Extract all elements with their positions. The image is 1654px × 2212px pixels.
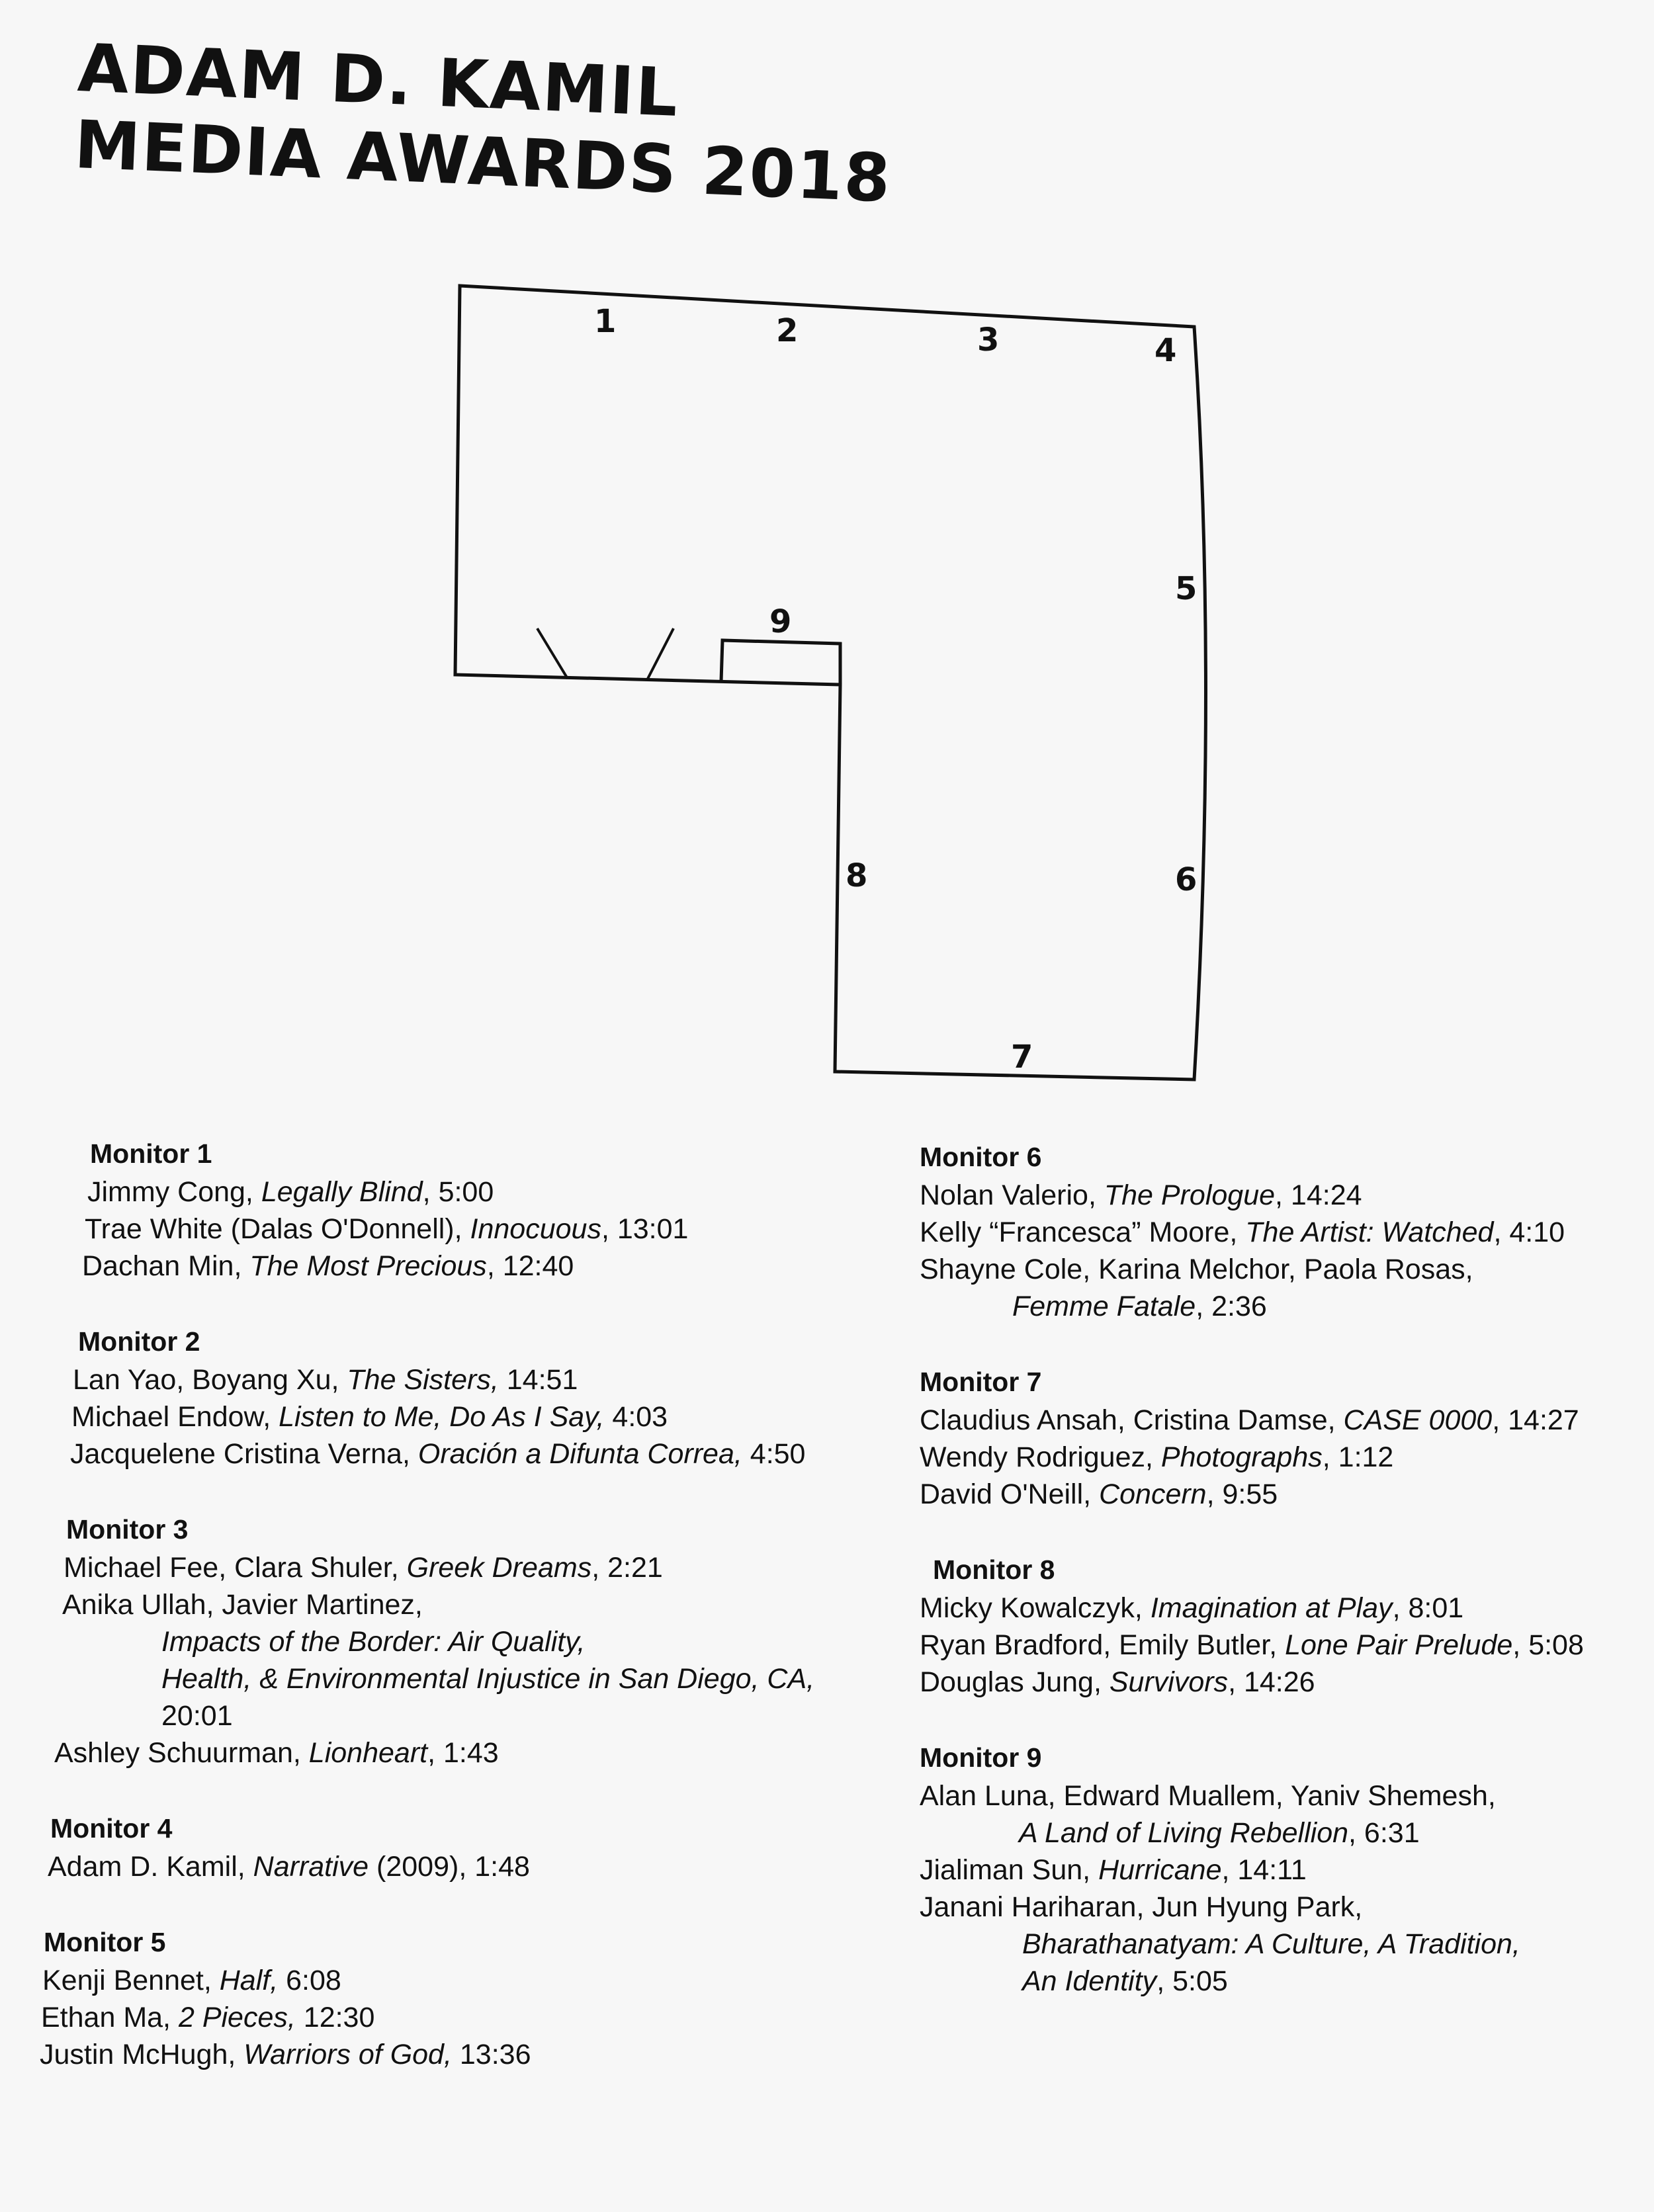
- monitor-heading: Monitor 3: [66, 1514, 189, 1545]
- entry-title: CASE 0000: [1343, 1404, 1493, 1436]
- floor-plan-outline: [455, 286, 1206, 1080]
- entry-names: Nolan Valerio,: [920, 1179, 1104, 1211]
- monitor-list-left: [40, 1138, 867, 2114]
- entry-runtime: 13:36: [451, 2039, 531, 2070]
- entry-runtime: 4:50: [742, 1438, 806, 1470]
- entry-title: Imagination at Play: [1150, 1592, 1393, 1624]
- entry-title-line-2: Health, & Environmental Injustice in San Diego, CA,: [161, 1663, 815, 1695]
- list-item: [906, 1402, 1634, 1439]
- monitor-7-section: [906, 1366, 1634, 1513]
- title-line-1: ADAM D. KAMIL: [76, 29, 681, 132]
- entry-title-line-1: Bharathanatyam: A Culture, A Tradition,: [1022, 1928, 1520, 1960]
- entry-runtime: , 4:10: [1493, 1216, 1565, 1248]
- entry-runtime: , 1:43: [427, 1737, 499, 1769]
- monitor-1-section: [40, 1138, 867, 1285]
- entry-runtime: 20:01: [161, 1700, 233, 1732]
- entry-names: Michael Endow,: [71, 1401, 279, 1433]
- list-item: [40, 1435, 867, 1472]
- list-item: [40, 1173, 867, 1211]
- entry-runtime: , 9:55: [1206, 1478, 1278, 1510]
- entry-title: Lionheart: [308, 1737, 428, 1769]
- entry-runtime: , 5:00: [422, 1176, 494, 1208]
- entry-title: The Most Precious: [249, 1250, 487, 1282]
- monitor-label-4: 4: [1154, 332, 1177, 369]
- title-line-2: MEDIA AWARDS 2018: [73, 105, 893, 218]
- entry-names: Kenji Bennet,: [42, 1965, 220, 1996]
- entry-runtime: , 14:27: [1492, 1404, 1579, 1436]
- monitor-label-9: 9: [769, 603, 792, 640]
- monitor-4-section: [40, 1812, 867, 1885]
- list-item: [40, 1398, 867, 1435]
- list-item: [906, 1664, 1634, 1701]
- entry-title: Oración a Difunta Correa,: [417, 1438, 742, 1470]
- entry-names: Alan Luna, Edward Muallem, Yaniv Shemesh,: [920, 1780, 1496, 1812]
- list-item: [906, 1177, 1634, 1214]
- entry-runtime: 6:08: [278, 1965, 341, 1996]
- entry-runtime: 12:30: [295, 2002, 375, 2033]
- entry-names: Justin McHugh,: [40, 2039, 244, 2070]
- monitor-label-2: 2: [776, 312, 799, 349]
- entry-title: A Land of Living Rebellion: [1019, 1817, 1349, 1849]
- door-left-leaf: [537, 628, 568, 679]
- list-item: [906, 1851, 1634, 1889]
- entry-runtime: (2009), 1:48: [369, 1851, 530, 1883]
- entry-names: Ethan Ma,: [41, 2002, 179, 2033]
- list-item: [40, 1999, 867, 2036]
- list-item: [906, 1439, 1634, 1476]
- list-item: [906, 1777, 1634, 1851]
- entry-names: Ashley Schuurman,: [54, 1737, 309, 1769]
- entry-names: Douglas Jung,: [920, 1666, 1110, 1698]
- entry-runtime: , 12:40: [486, 1250, 574, 1282]
- entry-runtime: , 1:12: [1322, 1441, 1394, 1473]
- entry-names: Shayne Cole, Karina Melchor, Paola Rosas,: [920, 1254, 1473, 1285]
- entry-title: The Sisters,: [347, 1364, 499, 1396]
- list-item: [906, 1627, 1634, 1664]
- entry-runtime: , 2:21: [591, 1552, 663, 1584]
- entry-names: Jacquelene Cristina Verna,: [70, 1438, 418, 1470]
- entry-title: Survivors: [1109, 1666, 1229, 1698]
- list-item: [40, 1848, 867, 1885]
- list-item: [40, 1962, 867, 1999]
- entry-title: Narrative: [253, 1851, 369, 1883]
- list-item: [906, 1590, 1634, 1627]
- entry-names: Jimmy Cong,: [87, 1176, 261, 1208]
- entry-names: Ryan Bradford, Emily Butler,: [920, 1629, 1285, 1661]
- entry-title: Half,: [219, 1965, 279, 1996]
- entry-runtime: , 6:31: [1348, 1817, 1420, 1849]
- entry-names: Claudius Ansah, Cristina Damse,: [920, 1404, 1344, 1436]
- monitor-2-section: [40, 1326, 867, 1472]
- entry-names: Dachan Min,: [82, 1250, 250, 1282]
- entry-runtime: , 5:08: [1512, 1629, 1584, 1661]
- entry-runtime: , 14:24: [1275, 1179, 1362, 1211]
- entry-names: Janani Hariharan, Jun Hyung Park,: [920, 1891, 1363, 1923]
- list-item: [40, 1361, 867, 1398]
- list-item: [906, 1476, 1634, 1513]
- entry-names: Kelly “Francesca” Moore,: [920, 1216, 1246, 1248]
- entry-runtime: 14:51: [498, 1364, 578, 1396]
- monitor-label-8: 8: [846, 857, 868, 894]
- entry-title-line-2: An Identity: [1022, 1965, 1157, 1997]
- entry-title: Femme Fatale: [1012, 1291, 1196, 1322]
- list-item: [40, 1586, 867, 1734]
- list-item: [40, 2036, 867, 2073]
- monitor-label-7: 7: [1011, 1039, 1033, 1076]
- entry-runtime: , 5:05: [1156, 1965, 1228, 1997]
- monitor-5-section: [40, 1926, 867, 2073]
- list-item: [40, 1211, 867, 1248]
- entry-title-line-1: Impacts of the Border: Air Quality,: [161, 1626, 586, 1658]
- entry-title: Greek Dreams: [406, 1552, 592, 1584]
- monitor-heading: Monitor 2: [78, 1326, 200, 1357]
- monitor-label-1: 1: [594, 303, 617, 340]
- monitor-heading: Monitor 9: [920, 1742, 1042, 1773]
- entry-title: Photographs: [1160, 1441, 1323, 1473]
- entry-names: Michael Fee, Clara Shuler,: [64, 1552, 407, 1584]
- entry-title: Listen to Me, Do As I Say,: [279, 1401, 605, 1433]
- monitor-label-3: 3: [977, 321, 1000, 359]
- entry-runtime: , 14:26: [1228, 1666, 1315, 1698]
- monitor-3-section: [40, 1513, 867, 1771]
- list-item: [906, 1251, 1634, 1325]
- entry-runtime: 4:03: [604, 1401, 668, 1433]
- monitor-label-6: 6: [1175, 861, 1197, 898]
- entry-runtime: , 13:01: [601, 1213, 689, 1245]
- monitor-heading: Monitor 5: [44, 1927, 166, 1957]
- entry-names: David O'Neill,: [920, 1478, 1100, 1510]
- entry-runtime: , 8:01: [1392, 1592, 1464, 1624]
- monitor-9-section: [906, 1742, 1634, 2000]
- entry-title: Concern: [1099, 1478, 1207, 1510]
- monitor-heading: Monitor 6: [920, 1142, 1042, 1172]
- monitor-heading: Monitor 1: [90, 1138, 212, 1169]
- entry-title: Warriors of God,: [243, 2039, 452, 2070]
- entry-names: Wendy Rodriguez,: [920, 1441, 1161, 1473]
- entry-title: 2 Pieces,: [178, 2002, 296, 2033]
- entry-names: Jialiman Sun,: [920, 1854, 1099, 1886]
- entry-title: Legally Blind: [261, 1176, 423, 1208]
- list-item: [906, 1214, 1634, 1251]
- entry-names: Micky Kowalczyk,: [920, 1592, 1151, 1624]
- monitor-heading: Monitor 7: [920, 1367, 1042, 1397]
- entry-title: The Prologue: [1104, 1179, 1276, 1211]
- monitor-list-right: [906, 1141, 1634, 2041]
- entry-title: Lone Pair Prelude: [1285, 1629, 1513, 1661]
- list-item: [906, 1889, 1634, 2000]
- entry-title: The Artist: Watched: [1245, 1216, 1494, 1248]
- door-right-leaf: [647, 628, 674, 680]
- entry-runtime: , 14:11: [1221, 1854, 1307, 1886]
- list-item: [40, 1248, 867, 1285]
- entry-title: Innocuous: [470, 1213, 601, 1245]
- entry-names: Anika Ullah, Javier Martinez,: [62, 1589, 423, 1621]
- monitor-8-section: [906, 1554, 1634, 1701]
- entry-runtime: , 2:36: [1196, 1291, 1267, 1322]
- list-item: [40, 1549, 867, 1586]
- monitor-heading: Monitor 8: [933, 1554, 1055, 1585]
- monitor-heading: Monitor 4: [50, 1813, 173, 1844]
- floor-plan-alcove: [721, 640, 840, 685]
- entry-title: Hurricane: [1098, 1854, 1222, 1886]
- monitor-label-5: 5: [1175, 570, 1197, 607]
- list-item: [40, 1734, 867, 1771]
- entry-names: Lan Yao, Boyang Xu,: [73, 1364, 347, 1396]
- monitor-6-section: [906, 1141, 1634, 1325]
- entry-names: Trae White (Dalas O'Donnell),: [85, 1213, 470, 1245]
- entry-names: Adam D. Kamil,: [48, 1851, 253, 1883]
